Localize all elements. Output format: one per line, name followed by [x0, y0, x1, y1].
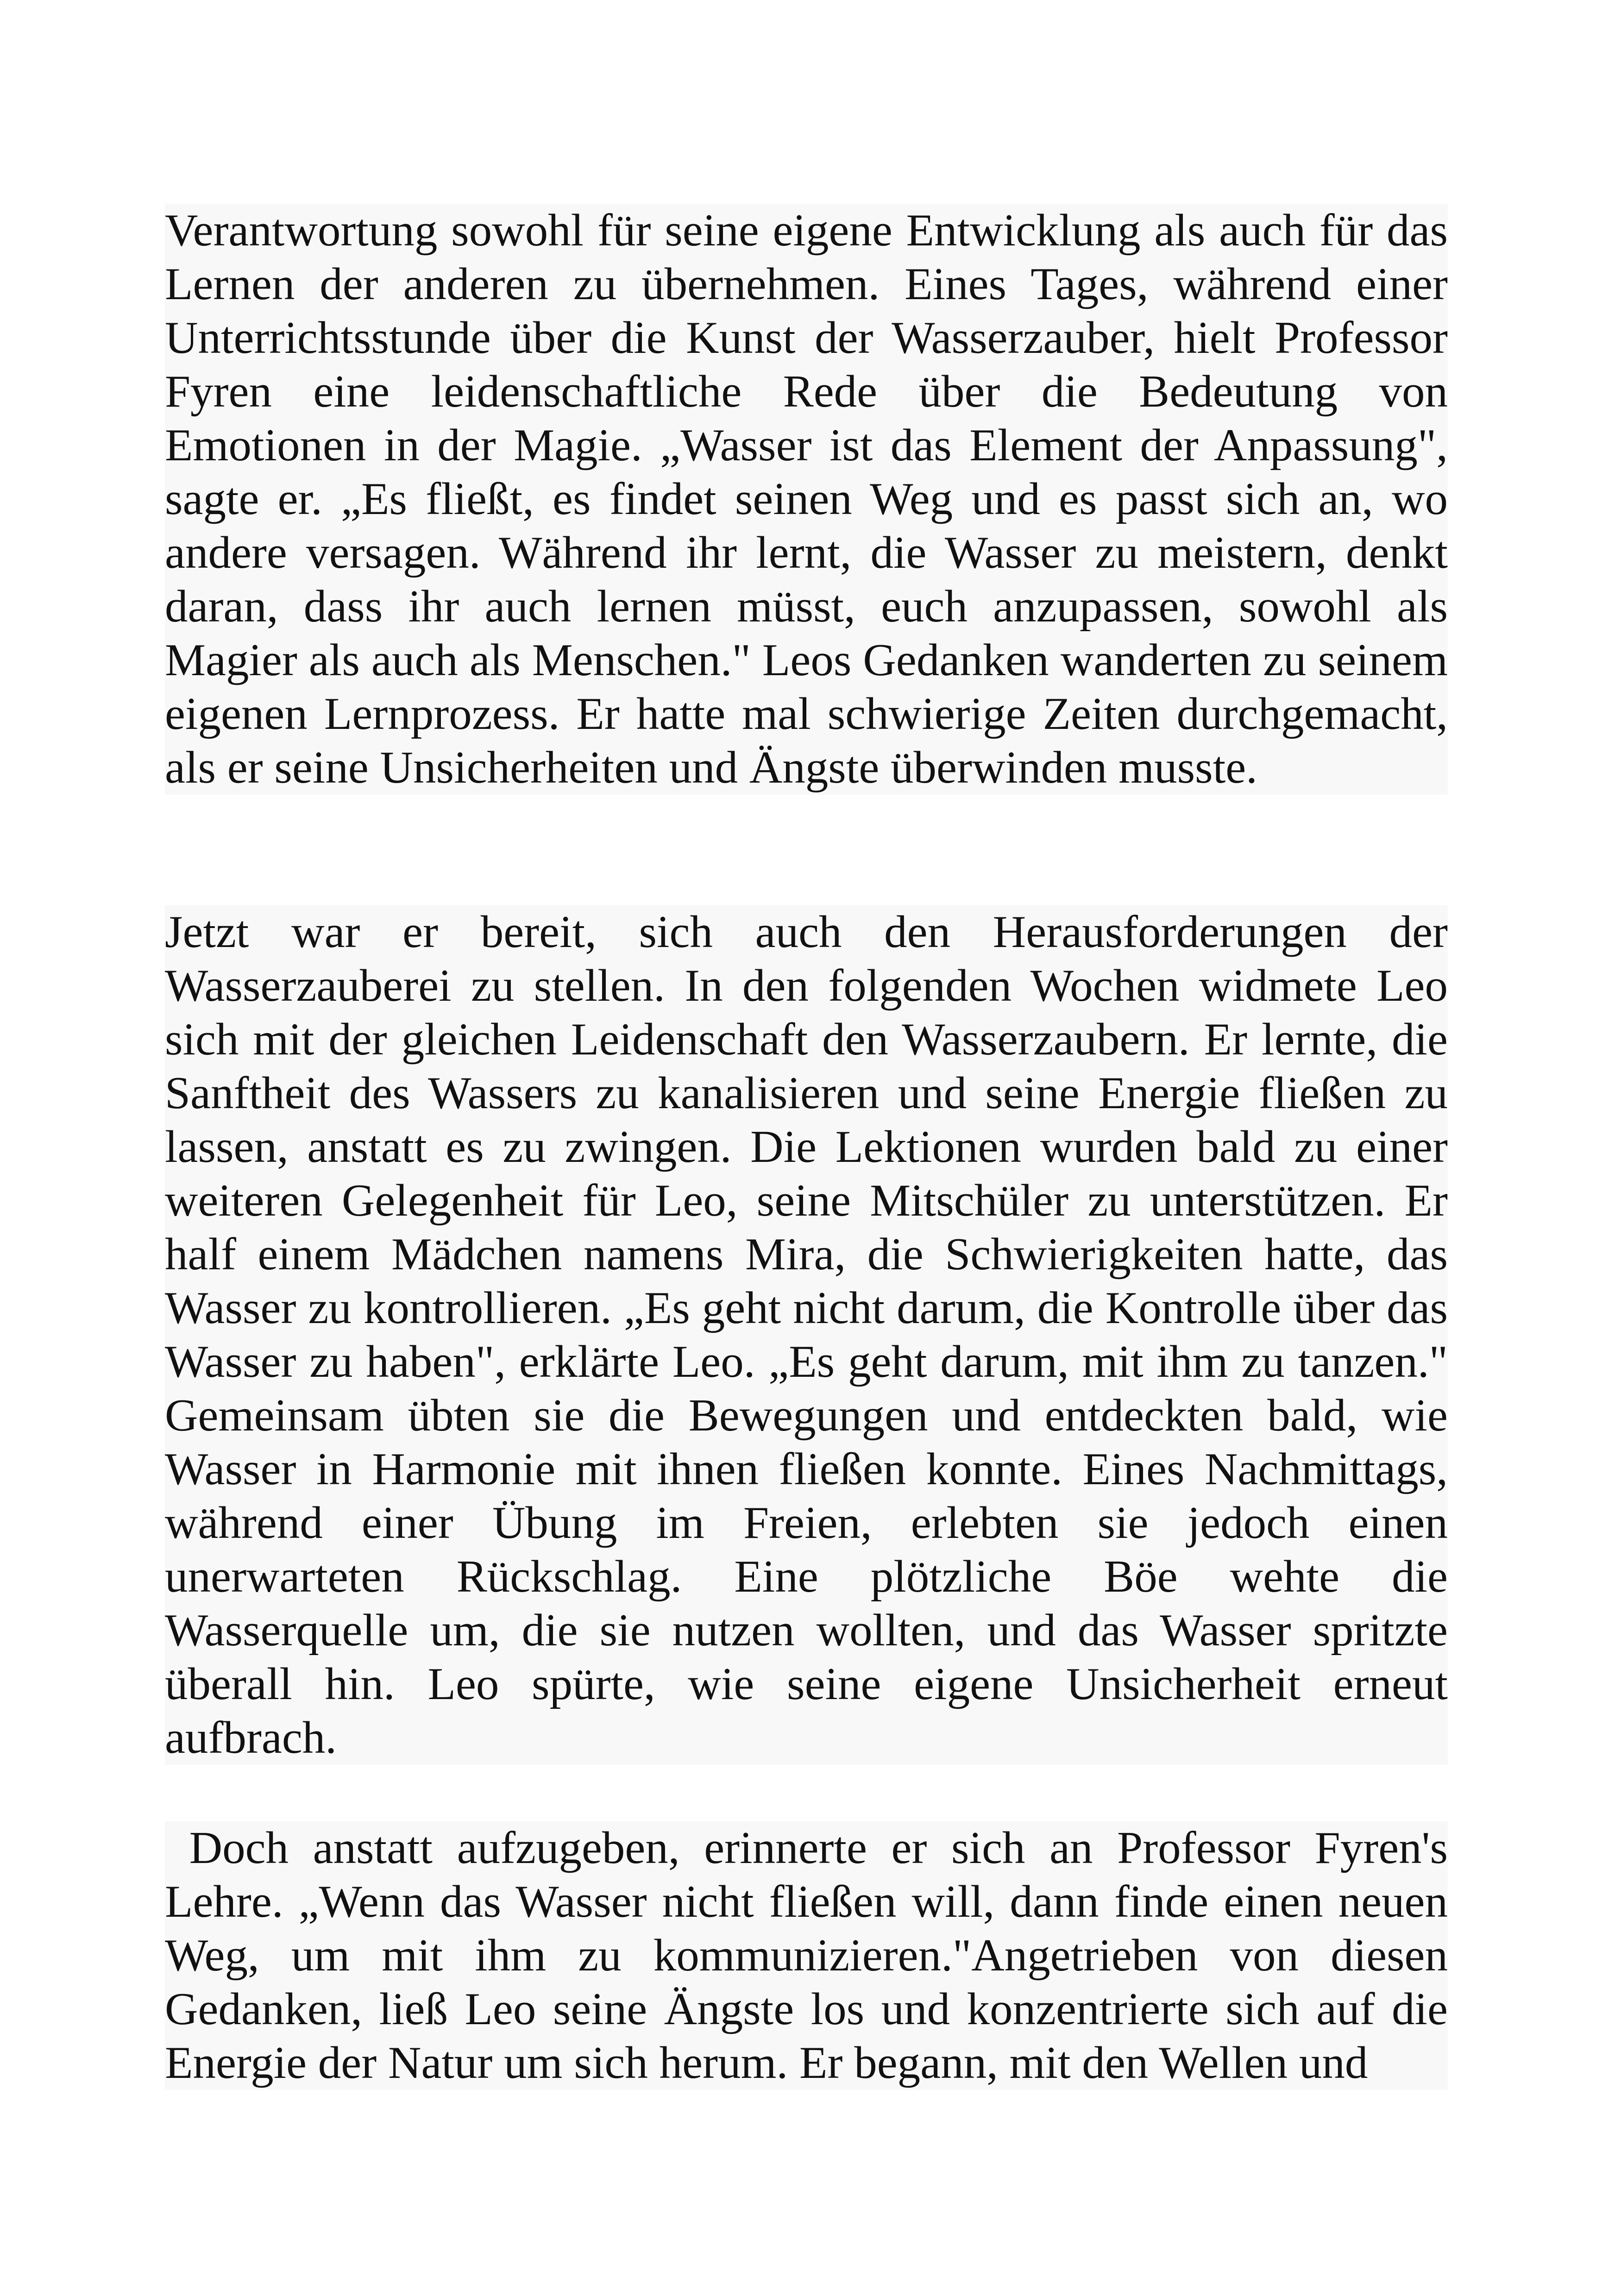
paragraph-text: Doch anstatt aufzugeben, erinnerte er sich an Professor Fyren's Lehre. „Wenn das Wasser nicht fließen will, dann finde einen neuen Weg, um mit ihm zu kommunizieren."Angetrieben von diesen Gedanken, ließ Leo seine Ängste los und konzentrierte sich auf die Energie der Natur um sich herum. Er begann, mit den Wellen und	[165, 1823, 1459, 2088]
paragraph	[165, 204, 1448, 795]
paragraph-text: Verantwortung sowohl für seine eigene Entwicklung als auch für das Lernen der anderen zu übernehmen. Eines Tages, während einer Unterrichtsstunde über die Kunst der Wasserzauber, hielt Professor Fyren eine leidenschaftliche Rede über die Bedeutung von Emotionen in der Magie. „Wasser ist das Element der Anpassung", sagte er. „Es fließt, es findet seinen Weg und es passt sich an, wo andere versagen. Während ihr lernt, die Wasser zu meistern, denkt daran, dass ihr auch lernen müsst, euch anzupassen, sowohl als Magier als auch als Menschen." Leos Gedanken wanderten zu seinem eigenen Lernprozess. Er hatte mal schwierige Zeiten durchgemacht, als er seine Unsicherheiten und Ängste überwinden musste.	[165, 205, 1448, 793]
paragraph	[165, 1821, 1459, 2090]
paragraph-text: Jetzt war er bereit, sich auch den Herausforderungen der Wasserzauberei zu stellen. In den folgenden Wochen widmete Leo sich mit der gleichen Leidenschaft den Wasserzaubern. Er lernte, die Sanftheit des Wassers zu kanalisieren und seine Energie fließen zu lassen, anstatt es zu zwingen. Die Lektionen wurden bald zu einer weiteren Gelegenheit für Leo, seine Mitschüler zu unterstützen. Er half einem Mädchen namens Mira, die Schwierigkeiten hatte, das Wasser zu kontrollieren. „Es geht nicht darum, die Kontrolle über das Wasser zu haben", erklärte Leo. „Es geht darum, mit ihm zu tanzen." Gemeinsam übten sie die Bewegungen und entdeckten bald, wie Wasser in Harmonie mit ihnen fließen konnte. Eines Nachmittags, während einer Übung im Freien, erlebten sie jedoch einen unerwarteten Rückschlag. Eine plötzliche Böe wehte die Wasserquelle um, die sie nutzen wollten, und das Wasser spritzte überall hin. Leo spürte, wie seine eigene Unsicherheit erneut aufbrach.	[165, 907, 1448, 1763]
paragraph	[165, 905, 1448, 1765]
